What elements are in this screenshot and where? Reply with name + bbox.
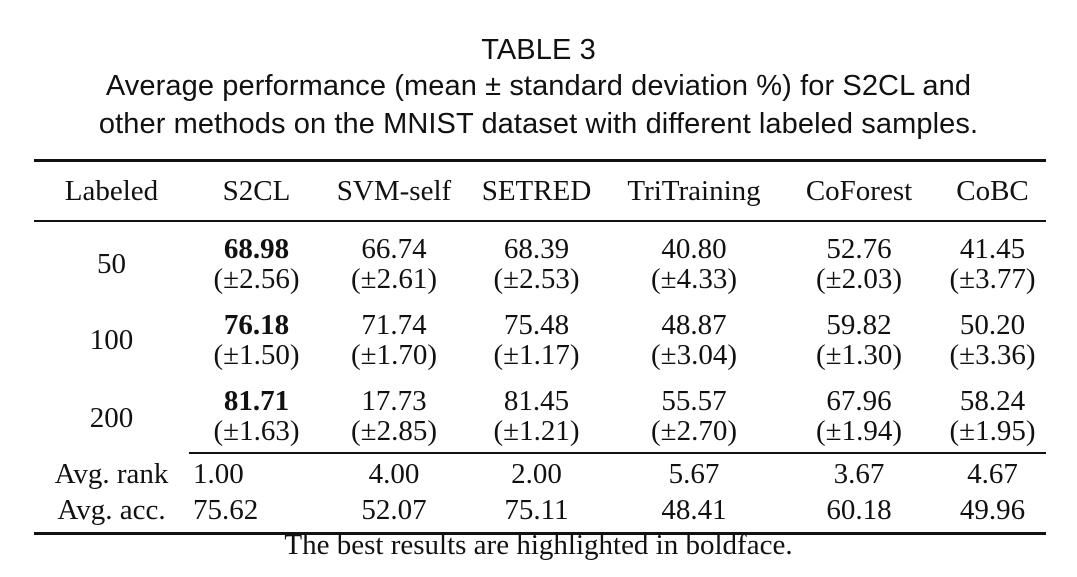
- summary-cell: 49.96: [959, 494, 1026, 526]
- row-label: Avg. rank: [54, 457, 169, 490]
- summary-cell: 5.67: [668, 458, 720, 490]
- header-svm-self: SVM-self: [324, 161, 464, 222]
- std-cell: (±3.04): [651, 339, 737, 371]
- caption-line-2: other methods on the MNIST dataset with different labeled samples.: [98, 108, 979, 140]
- std-cell: (±1.50): [213, 339, 300, 371]
- mean-cell: 17.73: [361, 385, 427, 417]
- std-cell: (±1.30): [816, 339, 902, 371]
- row-label: 100: [89, 324, 134, 356]
- std-cell: (±2.85): [324, 416, 464, 453]
- std-cell: (±1.94): [779, 416, 939, 453]
- std-cell: (±2.61): [351, 263, 437, 295]
- std-cell: (±2.56): [213, 263, 300, 295]
- results-table: [34, 159, 1046, 535]
- summary-cell: 52.07: [361, 494, 427, 526]
- mean-cell: 41.45: [959, 233, 1026, 265]
- table-row: [34, 298, 1046, 340]
- mean-cell: 71.74: [361, 309, 427, 341]
- header-coforest: CoForest: [779, 161, 939, 222]
- mean-cell: 55.57: [661, 385, 727, 417]
- header-cobc: CoBC: [939, 161, 1046, 222]
- header-row: [34, 161, 1046, 222]
- mean-cell: 76.18: [223, 309, 290, 341]
- mean-cell: 48.87: [661, 309, 727, 341]
- std-cell: (±1.21): [464, 416, 609, 453]
- header-tritraining: TriTraining: [609, 161, 779, 222]
- row-label: 50: [97, 248, 126, 280]
- table-row: [34, 374, 1046, 416]
- mean-cell: 81.45: [503, 385, 570, 417]
- std-cell: (±4.33): [651, 263, 737, 295]
- mean-cell: 75.48: [503, 309, 570, 341]
- header-s2cl: S2CL: [189, 161, 324, 222]
- table-title: TABLE 3: [481, 34, 596, 66]
- mean-cell: 68.39: [503, 233, 570, 265]
- caption-line-1: Average performance (mean ± standard deviation %) for S2CL and: [105, 70, 972, 102]
- mean-cell: 50.20: [959, 309, 1026, 341]
- mean-cell: 68.98: [223, 233, 290, 265]
- std-cell: (±3.77): [949, 263, 1036, 295]
- std-cell: (±1.70): [351, 339, 437, 371]
- summary-cell: 4.00: [368, 458, 420, 490]
- std-cell: (±3.36): [949, 339, 1036, 371]
- std-cell: (±1.17): [493, 339, 580, 371]
- header-setred: SETRED: [464, 161, 609, 222]
- std-cell: (±1.95): [939, 416, 1046, 453]
- mean-cell: 59.82: [826, 309, 892, 341]
- row-label: Avg. acc.: [57, 494, 166, 526]
- table-footnote: The best results are highlighted in boldface.: [284, 529, 793, 561]
- header-labeled: Labeled: [34, 161, 189, 222]
- mean-cell: 81.71: [223, 385, 290, 417]
- summary-cell: 60.18: [826, 494, 892, 526]
- mean-cell: 40.80: [661, 233, 727, 265]
- mean-cell: 58.24: [959, 385, 1026, 417]
- mean-cell: 52.76: [826, 233, 892, 265]
- summary-cell: 75.11: [504, 494, 569, 526]
- table-row: [34, 221, 1046, 264]
- summary-cell: 4.67: [967, 458, 1018, 490]
- mean-cell: 67.96: [826, 385, 892, 417]
- std-cell: (±2.53): [493, 263, 580, 295]
- summary-cell: 1.00: [193, 458, 244, 490]
- summary-cell: 2.00: [511, 458, 562, 490]
- std-cell: (±2.70): [609, 416, 779, 453]
- summary-cell: 48.41: [661, 494, 727, 526]
- summary-cell: 3.67: [833, 458, 885, 490]
- avg-rank-row: [34, 453, 1046, 492]
- std-cell: (±1.63): [189, 416, 324, 453]
- row-label: 200: [89, 401, 134, 434]
- mean-cell: 66.74: [361, 233, 427, 265]
- std-cell: (±2.03): [816, 263, 902, 295]
- summary-cell: 75.62: [193, 494, 259, 526]
